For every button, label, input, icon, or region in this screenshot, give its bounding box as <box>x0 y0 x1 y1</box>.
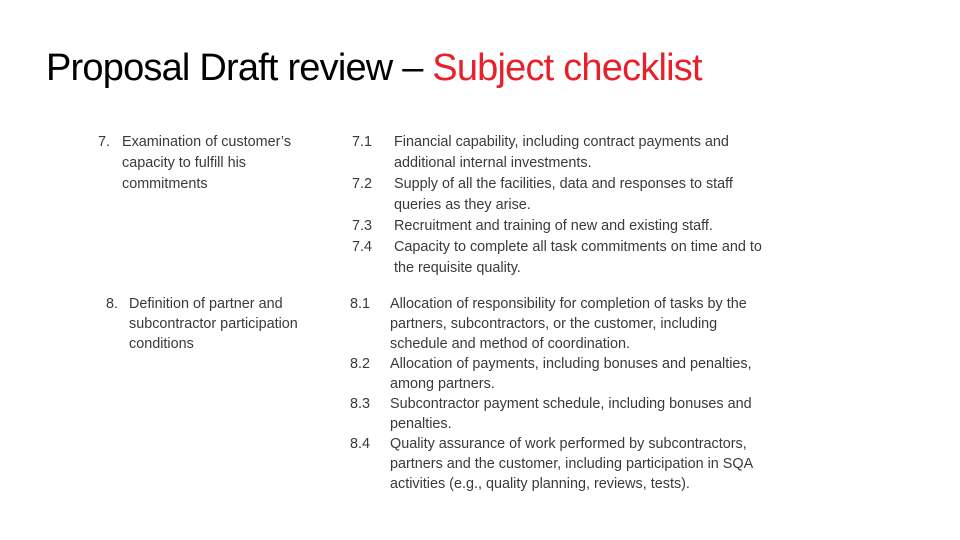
checklist-item-7-3 <box>352 216 772 237</box>
checklist-items <box>352 132 772 279</box>
item-text: Allocation of payments, including bonuses and penalties, among partners. <box>390 356 752 392</box>
item-text: Allocation of responsibility for completion of tasks by the partners, subcontractors, or the customer, including schedule and method of coordination. <box>390 296 747 352</box>
item-text: Quality assurance of work performed by subcontractors, partners and the customer, including participation in SQA activities (e.g., quality planning, reviews, tests). <box>390 436 753 492</box>
checklist-item-8-3 <box>350 394 770 434</box>
item-number: 8.1 <box>350 296 371 312</box>
checklist-item-7-2 <box>352 174 772 216</box>
checklist-section-7 <box>98 132 778 282</box>
checklist-item-8-2 <box>350 354 770 394</box>
item-text: Subcontractor payment schedule, including bonuses and penalties. <box>390 396 752 432</box>
checklist-items <box>350 294 770 494</box>
title-main: Proposal Draft review – <box>46 47 433 89</box>
checklist-item-8-4 <box>350 434 770 494</box>
section-number: 8. <box>106 296 119 312</box>
section-number: 7. <box>98 134 111 150</box>
slide-title <box>46 44 702 92</box>
item-text: Recruitment and training of new and existing staff. <box>394 218 713 234</box>
section-heading: Examination of customer’s capacity to fulfill his commitments <box>122 134 292 192</box>
item-text: Supply of all the facilities, data and responses to staff queries as they arise. <box>394 176 733 213</box>
checklist-section-8 <box>106 294 766 520</box>
item-number: 7.4 <box>352 239 373 255</box>
item-number: 8.3 <box>350 396 371 412</box>
checklist-item-7-4 <box>352 237 772 279</box>
checklist-item-7-1 <box>352 132 772 174</box>
item-number: 8.2 <box>350 356 371 372</box>
checklist-item-8-1 <box>350 294 770 354</box>
item-number: 7.3 <box>352 218 373 234</box>
title-accent: Subject checklist <box>432 47 702 89</box>
item-text: Capacity to complete all task commitments on time and to the requisite quality. <box>394 239 762 276</box>
item-number: 7.2 <box>352 176 373 192</box>
item-number: 7.1 <box>352 134 373 150</box>
item-text: Financial capability, including contract payments and additional internal investments. <box>394 134 729 171</box>
section-heading: Definition of partner and subcontractor participation conditions <box>129 296 298 352</box>
item-number: 8.4 <box>350 436 371 452</box>
